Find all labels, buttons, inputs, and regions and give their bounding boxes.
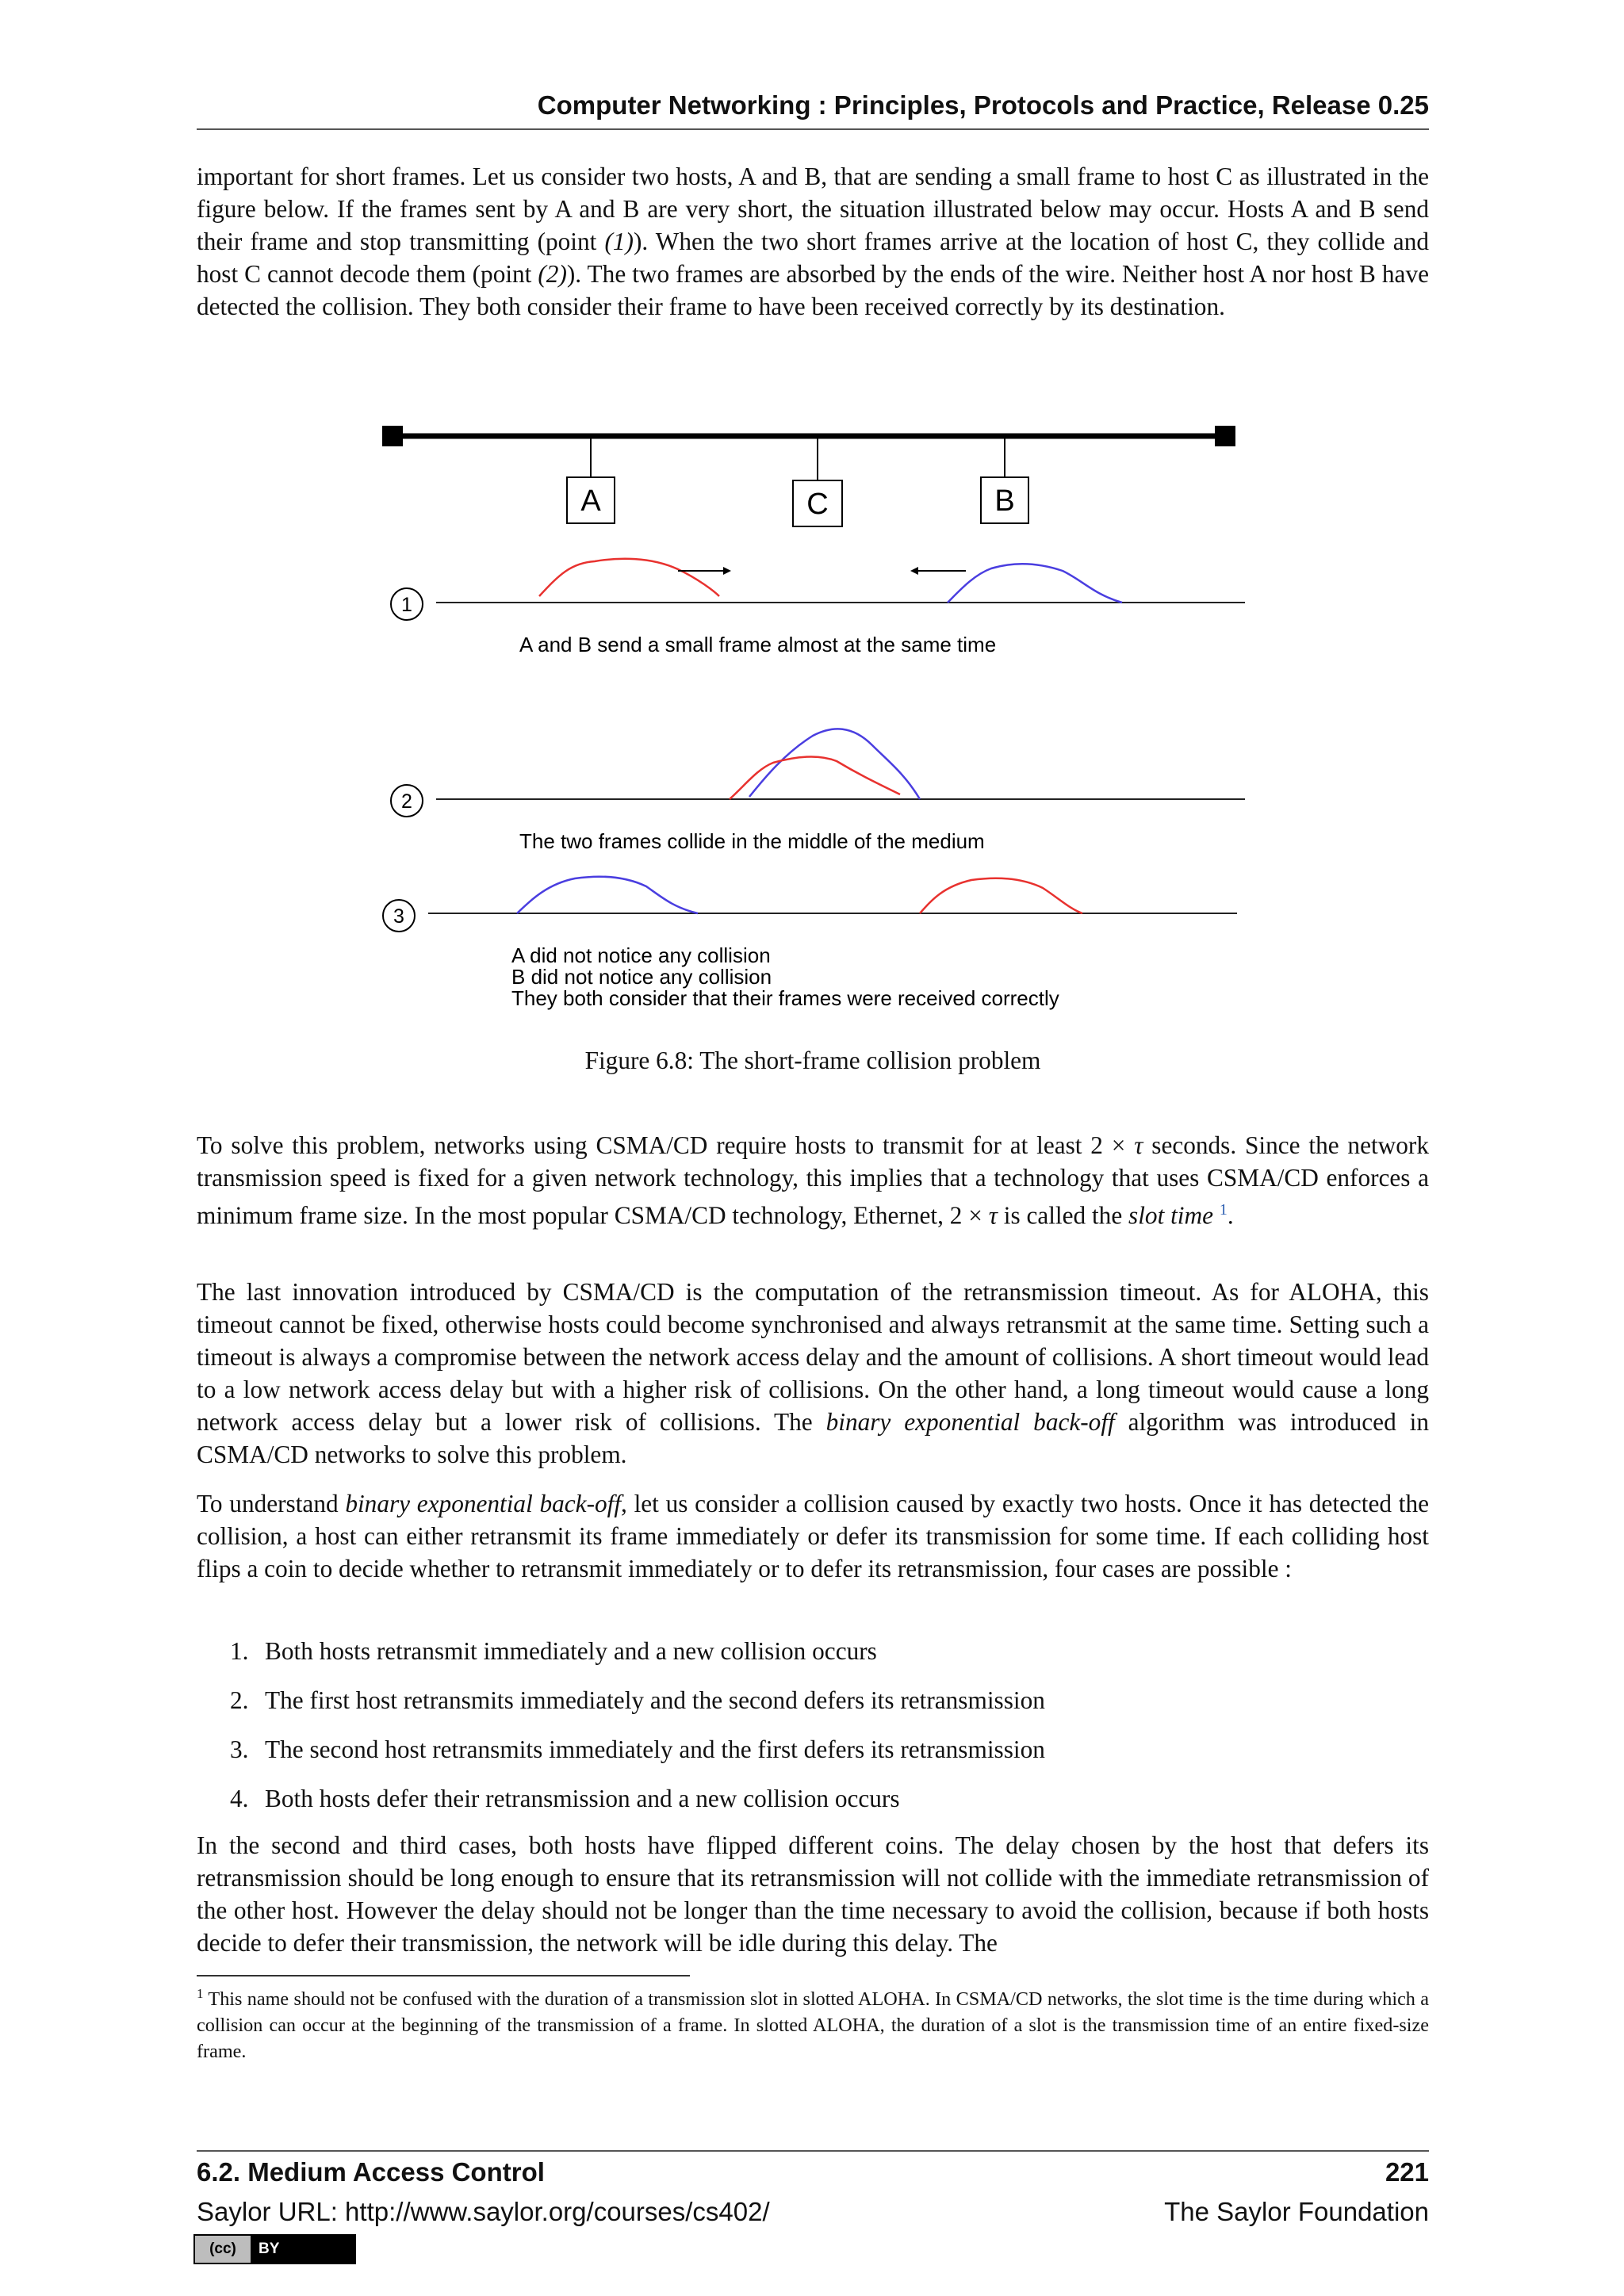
- host-a-label: A: [580, 484, 601, 518]
- paragraph-binary-backoff: To understand binary exponential back-off, let us consider a collision caused by exactly two hosts. Once it has detected the collision, a host can either retransmit its frame immediately or defer its transmission for some time. If each colliding host flips a coin to decide whether to retransmit immediately or to defer its retransmission, four cases are possible :: [197, 1490, 1429, 1582]
- paragraph-slot-time: To solve this problem, networks using CSMA/CD require hosts to transmit for at least 2 × τ seconds. Since the network transmission speed is fixed for a given network technology, this implies that a technology that uses CSMA/CD enforces a minimum frame size. In the most popular CSMA/CD technology, Ethernet, 2 × τ is called the slot time $^1$.: [197, 1131, 1429, 1230]
- paragraph-intro: important for short frames. Let us consider two hosts, A and B, that are sending a small frame to host C as illustrated in the figure below. If the frames sent by A and B are very short, the situation illustrated below may occur. Hosts A and B send their frame and stop transmitting (point (1)). When the two short frames arrive at the location of host C, they collide and host C cannot decode them (point (2)). The two frames are absorbed by the ends of the wire. Neither host A nor host B have detected the collision. They both consider their frame to have been received correctly by its destination.: [197, 163, 1429, 320]
- figure-caption: Figure 6.8: The short-frame collision problem: [584, 1047, 1041, 1074]
- by-icon: BY: [259, 2241, 280, 2257]
- step-1-number: 1: [401, 594, 412, 616]
- page-number: 221: [1385, 2157, 1429, 2187]
- list-item: 3. The second host retransmits immediately and the first defers its retransmission: [230, 1735, 1045, 1763]
- footer-section-row: [197, 2156, 1429, 2188]
- cc-icon: (cc): [195, 2236, 251, 2263]
- cases-list: [230, 1635, 1419, 1831]
- frame-b-pulse-step-2: [749, 729, 920, 799]
- list-item: 4. Both hosts defer their retransmission and a new collision occurs: [230, 1785, 900, 1812]
- running-header: Computer Networking : Principles, Protocols and Practice, Release 0.25: [537, 90, 1429, 120]
- footer-organization: The Saylor Foundation: [1164, 2197, 1429, 2226]
- footnote: $^1$ This name should not be confused with the duration of a transmission slot in slotted ALOHA. In CSMA/CD networks, the slot time is the time during which a collision can occur at the beginning of the transmission of a frame. In slotted ALOHA, the duration of a slot is the transmission time of an entire fixed-size frame.: [197, 1986, 1429, 2063]
- frame-a-pulse-step-3: [920, 878, 1082, 913]
- host-c-label: C: [806, 488, 829, 521]
- footer-source-row: [197, 2196, 1429, 2228]
- bus-terminator-right: [1215, 426, 1235, 446]
- collision-figure: [373, 412, 1277, 1023]
- cc-license-badge[interactable]: [193, 2234, 356, 2264]
- paragraph-delay: In the second and third cases, both hosts have flipped different coins. The delay chosen by the host that defers its retransmission should be long enough to ensure that its retransmission will not collide with the immediate retransmission of the other host. However the delay should not be longer than the time necessary to avoid the collision, because if both hosts decide to defer their transmission, the network will be idle during this delay. The: [197, 1831, 1429, 1957]
- paragraph-retransmission-timeout: The last innovation introduced by CSMA/CD is the computation of the retransmission timeout. As for ALOHA, this timeout cannot be fixed, otherwise hosts could become synchronised and always retransmit at the same time. Setting such a timeout is always a compromise between the network access delay and the amount of collisions. A short timeout would lead to a low network access delay but with a higher risk of collisions. On the other hand, a long timeout would cause a long network access delay but a lower risk of collisions. The binary exponential back-off algorithm was introduced in CSMA/CD networks to solve this problem.: [197, 1278, 1429, 1468]
- list-item: 2. The first host retransmits immediately and the second defers its retransmission: [230, 1686, 1045, 1714]
- frame-a-pulse-step-1: [539, 559, 719, 596]
- footer-section-title: 6.2. Medium Access Control: [197, 2157, 545, 2187]
- step-2-number: 2: [401, 790, 412, 813]
- step-3-description-line-1: A did not notice any collision: [511, 943, 771, 967]
- frame-a-pulse-step-2: [730, 756, 900, 799]
- footnote-rule: [197, 1975, 690, 1976]
- host-b-label: B: [994, 484, 1015, 518]
- step-3-description-line-2: B did not notice any collision: [511, 965, 772, 989]
- bus-terminator-left: [382, 426, 403, 446]
- frame-b-pulse-step-3: [517, 877, 698, 913]
- step-1-description: A and B send a small frame almost at the same time: [519, 633, 997, 656]
- frame-b-pulse-step-1: [948, 564, 1122, 603]
- footer-rule: [197, 2150, 1429, 2152]
- step-3-number: 3: [393, 905, 404, 928]
- step-2-description: The two frames collide in the middle of the medium: [519, 829, 985, 853]
- list-item: 1. Both hosts retransmit immediately and a new collision occurs: [230, 1637, 877, 1665]
- footnote-ref-link[interactable]: 1: [1219, 1201, 1228, 1219]
- header-rule: [197, 128, 1429, 130]
- step-3-description-line-3: They both consider that their frames were received correctly: [511, 986, 1059, 1010]
- frame-b-arrowhead: [910, 567, 918, 575]
- frame-a-arrowhead: [723, 567, 731, 575]
- footer-url[interactable]: Saylor URL: http://www.saylor.org/courses/cs402/: [197, 2197, 770, 2226]
